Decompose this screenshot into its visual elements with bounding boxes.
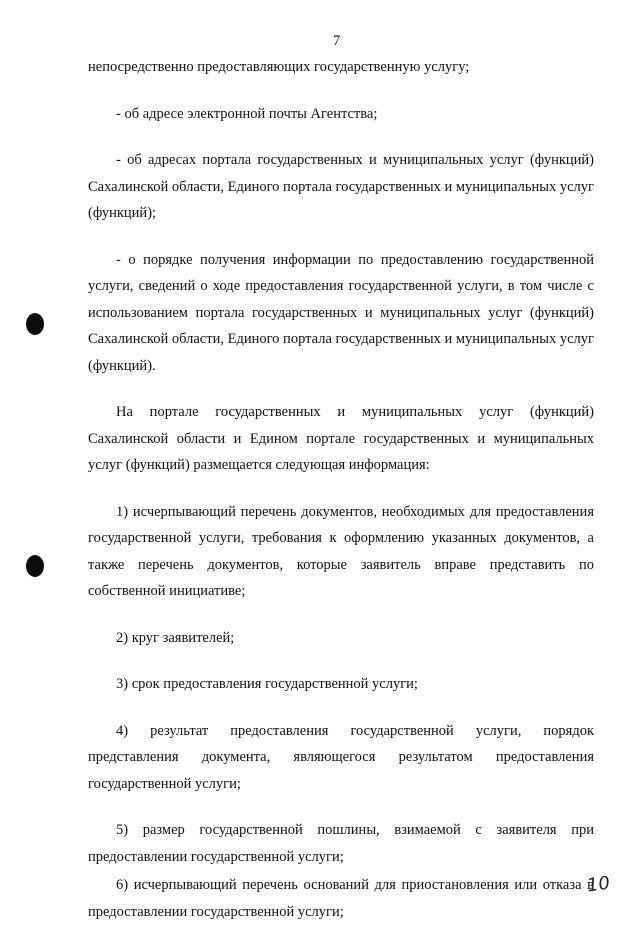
paragraph-email-address: - об адресе электронной почты Агентства; — [116, 105, 378, 122]
paragraph-continuation: непосредственно предоставляющих государственную услугу; — [88, 59, 470, 75]
list-item-6: 6) исчерпывающий перечень оснований для приостановления или отказа в предоставлении государственной услуги; — [88, 877, 594, 920]
paragraph-information-procedure: - о порядке получения информации по предоставлению государственной услуги, сведений о ходе предоставления государственной услуги, в том числе с использованием портала государственных и муниципальных услуг (функций) Сахалинской области, Единого портала государственных и муниципальных услуг (функций). — [88, 251, 594, 374]
list-item-3: 3) срок предоставления государственной услуги; — [116, 676, 418, 692]
list-item-2: 2) круг заявителей; — [116, 629, 235, 646]
paragraph-portal-addresses: - об адресах портала государственных и муниципальных услуг (функций) Сахалинской области, Единого портала государственных и муниципальных услуг (функций); — [88, 152, 594, 221]
punch-hole-bottom — [26, 555, 44, 577]
list-item-1: 1) исчерпывающий перечень документов, необходимых для предоставления государственной услуги, требования к оформлению указанных документов, а также перечень документов, которые заявитель вправе представить по собственной инициативе; — [88, 503, 594, 599]
document-body — [88, 54, 594, 945]
paragraph-portal-intro: На портале государственных и муниципальных услуг (функций) Сахалинской области и Едином портале государственных и муниципальных услуг (функций) размещается следующая информация: — [88, 404, 594, 473]
handwritten-page-mark: 10 — [585, 872, 612, 897]
page-number: 7 — [333, 33, 341, 49]
list-item-5: 5) размер государственной пошлины, взимаемой с заявителя при предоставлении государственной услуги; — [88, 822, 594, 865]
punch-hole-top — [26, 313, 44, 335]
list-item-4: 4) результат предоставления государственной услуги, порядок представления документа, являющегося результатом предоставления государственной услуги; — [88, 722, 594, 792]
